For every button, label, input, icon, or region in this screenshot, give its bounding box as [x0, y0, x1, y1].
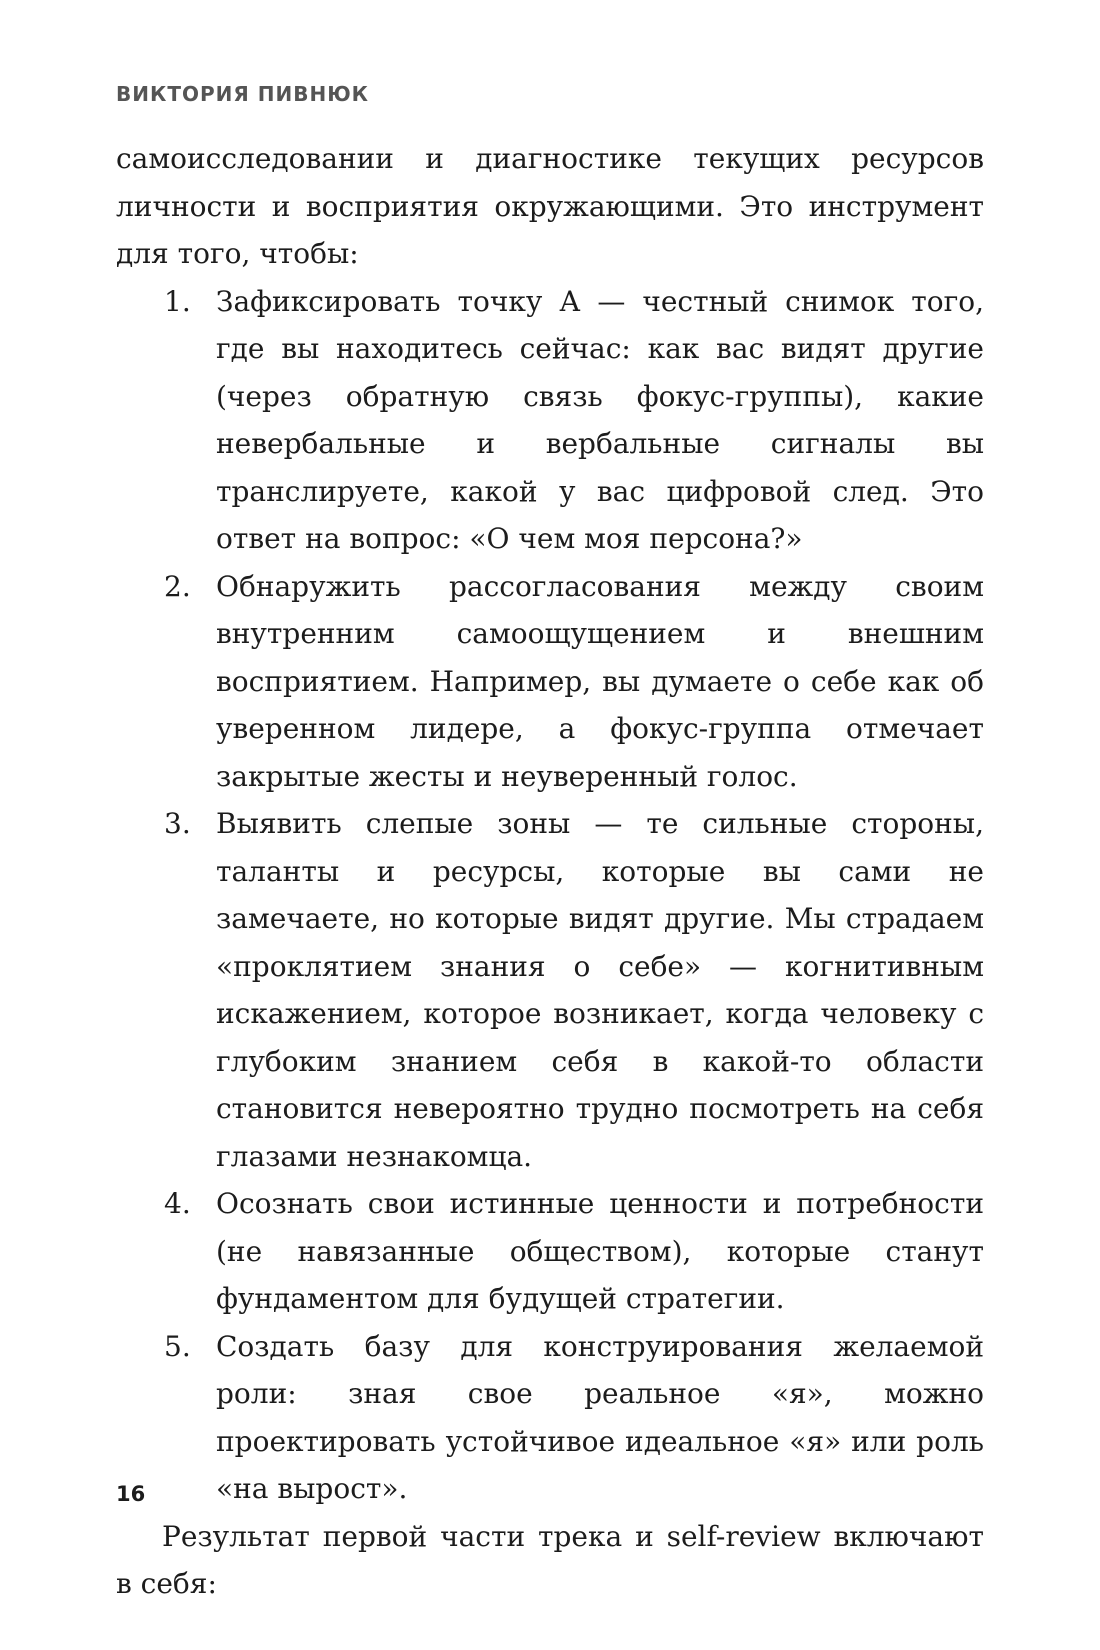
list-item-number: 3. [164, 807, 191, 840]
list-item-text: Осознать свои истинные ценности и потребности (не навязанные обществом), которые станут фундаментом для будущей стратегии. [216, 1187, 984, 1315]
numbered-list [116, 278, 984, 1513]
list-item [116, 800, 984, 1180]
list-item-text: Создать базу для конструирования желаемой роли: зная свое реальное «я», можно проектировать устойчивое идеальное «я» или роль «на вырост». [216, 1329, 984, 1505]
running-head: ВИКТОРИЯ ПИВНЮК [116, 82, 370, 106]
list-item-number: 4. [164, 1187, 191, 1220]
intro-paragraph: самоисследовании и диагностике текущих ресурсов личности и восприятия окружающими. Это инструмент для того, чтобы: [116, 142, 984, 270]
list-item [116, 1180, 984, 1323]
list-item-number: 1. [164, 284, 191, 318]
list-item-number: 2. [164, 569, 191, 603]
list-item-text: Зафиксировать точку А — честный снимок того, где вы находитесь сейчас: как вас видят другие (через обратную связь фокус-группы), какие невербальные и вербальные сигналы вы транслируете, какой у вас цифровой след. Это ответ на вопрос: «О чем моя персона?» [216, 284, 984, 555]
list-item [116, 278, 984, 563]
list-item-text: Выявить слепые зоны — те сильные стороны, таланты и ресурсы, которые вы сами не замечаете, но которые видят другие. Мы страдаем «проклятием знания о себе» — когнитивным искажением, которое возникает, когда человеку с глубоким знанием себя в какой-то области становится невероятно трудно посмотреть на себя глазами незнакомца. [216, 807, 984, 1173]
page-body [116, 135, 984, 1608]
page-number: 16 [116, 1482, 146, 1506]
list-item-text: Обнаружить рассогласования между своим внутренним самоощущением и внешним восприятием. Например, вы думаете о себе как об уверенном лидере, а фокус-группа отмечает закрытые жесты и неуверенный голос. [216, 569, 984, 793]
list-item [116, 1323, 984, 1513]
list-item-number: 5. [164, 1329, 191, 1363]
closing-paragraph: Результат первой части трека и self-review включают в себя: [116, 1519, 984, 1600]
list-item [116, 563, 984, 801]
